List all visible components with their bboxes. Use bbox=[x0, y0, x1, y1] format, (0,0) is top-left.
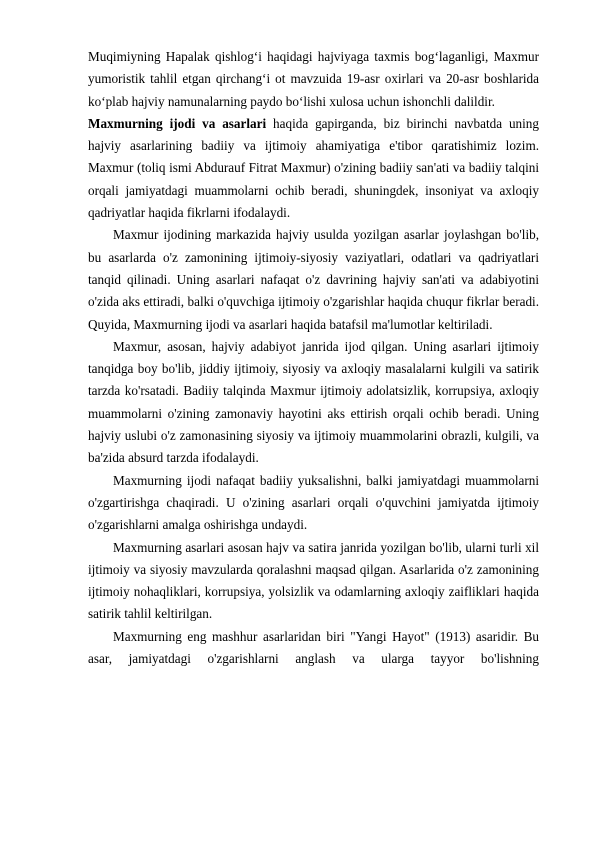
document-body bbox=[88, 46, 539, 670]
paragraph-7 bbox=[88, 626, 539, 671]
paragraph-7-text: Maxmurning eng mashhur asarlaridan biri "Yangi Hayot" (1913) asaridir. Bu asar, jamiyatdagi o'zgarishlarni anglash va ularga tayyor bo'lishning bbox=[88, 628, 539, 667]
paragraph-1 bbox=[88, 46, 539, 113]
paragraph-1-text: Muqimiyning Hapalak qishlog‘i haqidagi hajviyaga taxmis bog‘laganligi, Maxmur yumoristik tahlil etgan qirchang‘i ot mavzuida 19-asr oxirlari va 20-asr boshlarida ko‘plab hajviy namunalarning paydo bo‘lishi xulosa uchun ishonchli dalildir. bbox=[88, 49, 539, 109]
paragraph-4 bbox=[88, 336, 539, 470]
paragraph-6-text: Maxmurning asarlari asosan hajv va satira janrida yozilgan bo'lib, ularni turli xil ijtimoiy va siyosiy mavzularda qoralashni maqsad qilgan. Asarlarida o'z zamonining ijtimoiy nohaqliklari, korrupsiya, yolsizlik va odamlarning axloqiy zaifliklari haqida satirik tahlil keltirilgan. bbox=[88, 539, 539, 622]
paragraph-4-text: Maxmur, asosan, hajviy adabiyot janrida ijod qilgan. Uning asarlari ijtimoiy tanqidga boy bo'lib, jiddiy ijtimoiy, siyosiy va axloqiy masalalarni kulgili va satirik tarzda ko'rsatadi. Badiiy talqinda Maxmur ijtimoiy adolatsizlik, korrupsiya, axloqiy muammolarni o'zining zamonaviy hayotini aks ettirish orqali ochib beradi. Uning hajviy uslubi o'z zamonasining siyosiy va ijtimoiy muammolarini obrazli, kulgili, va ba'zida absurd tarzda ifodalaydi. bbox=[88, 338, 539, 466]
paragraph-3-text: Maxmur ijodining markazida hajviy usulda yozilgan asarlar joylashgan bo'lib, bu asarlarda o'z zamonining ijtimoiy-siyosiy vaziyatlari, odatlari va qadriyatlari tanqid qilinadi. Uning asarlari nafaqat o'z davrining hajviy san'ati va adabiyotini o'zida aks ettiradi, balki o'quvchiga ijtimoiy o'zgarishlar haqida chuqur fikrlar beradi. Quyida, Maxmurning ijodi va asarlari haqida batafsil ma'lumotlar keltiriladi. bbox=[88, 227, 539, 332]
paragraph-2 bbox=[88, 113, 539, 224]
paragraph-3 bbox=[88, 224, 539, 335]
paragraph-2-text: haqida gapirganda, biz birinchi navbatda uning hajviy asarlarining badiiy va ijtimoiy ahamiyatiga e'tibor qaratishimiz lozim. Maxmur (toliq ismi Abdurauf Fitrat Maxmur) o'zining badiiy san'ati va badiiy talqini orqali jamiyatdagi muammolarni ochib beradi, shuningdek, insoniyat va axloqiy qadriyatlar haqida fikrlarni ifodalaydi. bbox=[88, 115, 539, 221]
paragraph-5 bbox=[88, 470, 539, 537]
paragraph-6 bbox=[88, 537, 539, 626]
paragraph-5-text: Maxmurning ijodi nafaqat badiiy yuksalishni, balki jamiyatdagi muammolarni o'zgartirishga chaqiradi. U o'zining asarlari orqali o'quvchini jamiyatda ijtimoiy o'zgarishlarni amalga oshirishga undaydi. bbox=[88, 472, 539, 533]
paragraph-2-bold-lead: Maxmurning ijodi va asarlari bbox=[88, 115, 267, 131]
